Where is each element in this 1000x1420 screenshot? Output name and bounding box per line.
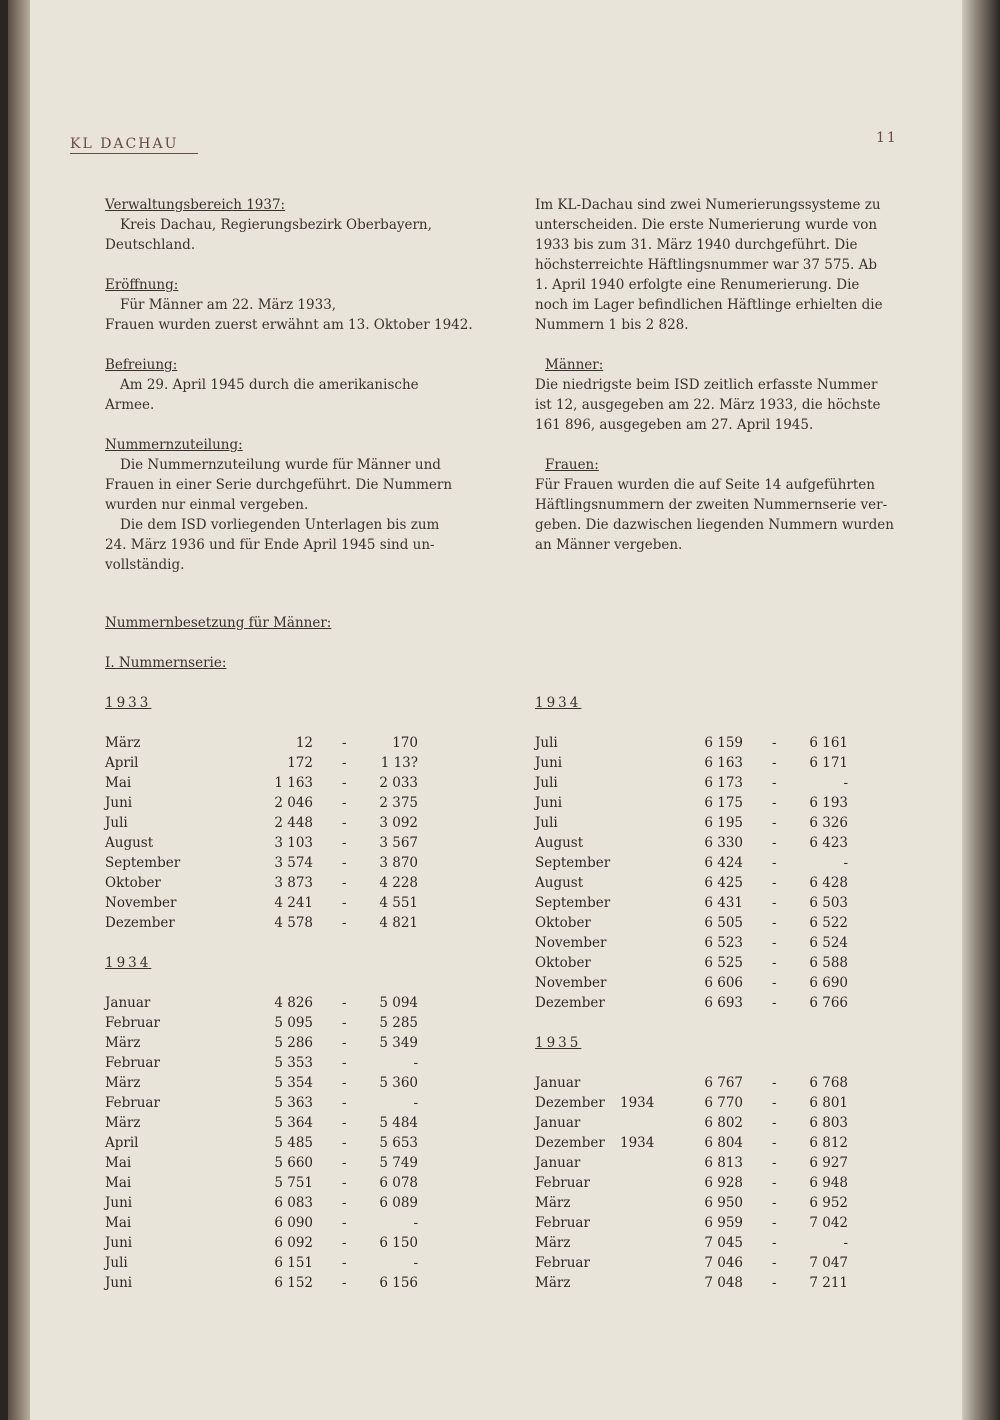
start-number: 7 045: [704, 1235, 743, 1251]
dash: -: [342, 915, 347, 931]
start-number: 6 928: [704, 1175, 743, 1191]
month: März: [535, 1195, 571, 1211]
end-number: 5 484: [379, 1115, 418, 1131]
month: Juni: [535, 755, 563, 771]
table-row: [535, 913, 848, 933]
dash: -: [772, 835, 777, 851]
month: März: [535, 1235, 571, 1251]
section-heading: Männer:: [545, 357, 604, 373]
text-line: Armee.: [105, 397, 155, 413]
text-line: 24. März 1936 und für Ende April 1945 sind un-: [105, 537, 435, 553]
table-row: [535, 1113, 848, 1133]
text-line: Für Männer am 22. März 1933,: [120, 297, 337, 313]
dash: -: [772, 1255, 777, 1271]
year-heading: 1935: [535, 1035, 582, 1051]
table-row: [105, 1273, 418, 1293]
text-line: Häftlingsnummern der zweiten Nummernserie ver-: [535, 497, 888, 513]
end-number: 7 211: [809, 1275, 848, 1291]
end-number: 4 821: [379, 915, 418, 931]
start-number: 6 804: [704, 1135, 743, 1151]
month: Mai: [105, 775, 132, 791]
text-line: Die dem ISD vorliegenden Unterlagen bis zum: [120, 517, 440, 533]
dash: -: [772, 955, 777, 971]
end-number: -: [413, 1095, 418, 1111]
section-heading: Frauen:: [545, 457, 599, 473]
end-number: 6 812: [809, 1135, 848, 1151]
start-number: 5 363: [274, 1095, 313, 1111]
year-heading: 1933: [105, 695, 152, 711]
end-number: 6 156: [379, 1275, 418, 1291]
end-number: 6 089: [379, 1195, 418, 1211]
text-line: Kreis Dachau, Regierungsbezirk Oberbayern,: [120, 217, 432, 233]
start-number: 5 354: [274, 1075, 313, 1091]
start-number: 6 813: [704, 1155, 743, 1171]
dash: -: [342, 1135, 347, 1151]
start-number: 6 505: [704, 915, 743, 931]
dash: -: [342, 1195, 347, 1211]
text-line: vollständig.: [105, 557, 185, 573]
end-number: 6 948: [809, 1175, 848, 1191]
end-number: 5 653: [379, 1135, 418, 1151]
dash: -: [772, 795, 777, 811]
end-number: 6 588: [809, 955, 848, 971]
text-line: geben. Die dazwischen liegenden Nummern wurden: [535, 517, 894, 533]
table-row: [105, 1113, 418, 1133]
start-number: 5 660: [274, 1155, 313, 1171]
table-row: [535, 1193, 848, 1213]
text-line: 1933 bis zum 31. März 1940 durchgeführt. Die: [535, 237, 858, 253]
month: Oktober: [535, 915, 591, 931]
dash: -: [772, 975, 777, 991]
month: Juni: [105, 1195, 133, 1211]
dash: -: [772, 875, 777, 891]
month: Mai: [105, 1215, 132, 1231]
month: Juli: [105, 1255, 128, 1271]
start-number: 6 092: [274, 1235, 313, 1251]
month: März: [105, 1115, 141, 1131]
table-row: [535, 973, 848, 993]
table-row: [105, 1093, 418, 1113]
month: Oktober: [105, 875, 161, 891]
month: Juli: [535, 815, 558, 831]
dash: -: [772, 1075, 777, 1091]
dash: -: [342, 1215, 347, 1231]
table-row: [535, 773, 848, 793]
start-number: 6 152: [274, 1275, 313, 1291]
dash: -: [342, 1035, 347, 1051]
year-note: 1934: [620, 1135, 655, 1151]
dash: -: [772, 735, 777, 751]
table-row: [105, 813, 418, 833]
end-number: 3 092: [379, 815, 418, 831]
page-header-title: KL DACHAU: [70, 136, 179, 152]
document-page: [8, 0, 968, 1420]
start-number: 6 802: [704, 1115, 743, 1131]
table-row: [105, 1133, 418, 1153]
dash: -: [772, 1175, 777, 1191]
start-number: 6 173: [704, 775, 743, 791]
end-number: -: [413, 1055, 418, 1071]
dash: -: [772, 1135, 777, 1151]
text-line: wurden nur einmal vergeben.: [105, 497, 309, 513]
month: Dezember: [105, 915, 175, 931]
dash: -: [342, 755, 347, 771]
start-number: 6 770: [704, 1095, 743, 1111]
text-line: Frauen in einer Serie durchgeführt. Die Nummern: [105, 477, 453, 493]
dash: -: [342, 1255, 347, 1271]
end-number: 6 803: [809, 1115, 848, 1131]
section-heading: Verwaltungsbereich 1937:: [105, 197, 286, 213]
dash: -: [342, 1075, 347, 1091]
end-number: 3 567: [379, 835, 418, 851]
table-row: [105, 1213, 418, 1233]
page-number: 11: [876, 130, 898, 146]
dash: -: [772, 895, 777, 911]
text-line: Im KL-Dachau sind zwei Numerierungssysteme zu: [535, 197, 881, 213]
end-number: 6 078: [379, 1175, 418, 1191]
dash: -: [342, 1235, 347, 1251]
year-note: 1934: [620, 1095, 655, 1111]
dash: -: [772, 995, 777, 1011]
dash: -: [342, 735, 347, 751]
table-row: [535, 993, 848, 1013]
dash: -: [772, 815, 777, 831]
month: Februar: [105, 1095, 160, 1111]
month: Juni: [535, 795, 563, 811]
table-row: [535, 873, 848, 893]
end-number: 6 171: [809, 755, 848, 771]
start-number: 3 574: [274, 855, 313, 871]
page-edge: [962, 0, 1000, 1420]
month: August: [535, 875, 584, 891]
table-row: [105, 793, 418, 813]
table-row: [535, 1173, 848, 1193]
end-number: 6 150: [379, 1235, 418, 1251]
month: März: [105, 735, 141, 751]
start-number: 6 163: [704, 755, 743, 771]
end-number: -: [843, 855, 848, 871]
dash: -: [342, 895, 347, 911]
start-number: 2 046: [274, 795, 313, 811]
start-number: 5 286: [274, 1035, 313, 1051]
start-number: 5 364: [274, 1115, 313, 1131]
month: Dezember: [535, 1135, 605, 1151]
end-number: 5 094: [379, 995, 418, 1011]
year-heading: 1934: [535, 695, 582, 711]
start-number: 6 175: [704, 795, 743, 811]
month: März: [535, 1275, 571, 1291]
dash: -: [772, 755, 777, 771]
table-row: [535, 833, 848, 853]
start-number: 6 151: [274, 1255, 313, 1271]
dash: -: [772, 1095, 777, 1111]
table-row: [105, 753, 418, 773]
dash: -: [772, 1235, 777, 1251]
start-number: 6 950: [704, 1195, 743, 1211]
table-row: [105, 873, 418, 893]
table-row: [535, 933, 848, 953]
end-number: 6 690: [809, 975, 848, 991]
month: April: [105, 755, 139, 771]
table-row: [105, 893, 418, 913]
month: Februar: [105, 1015, 160, 1031]
table-row: [535, 953, 848, 973]
dash: -: [342, 1115, 347, 1131]
month: Juni: [105, 1275, 133, 1291]
table-row: [535, 733, 848, 753]
section-heading: Nummernzuteilung:: [105, 437, 243, 453]
month: November: [535, 935, 607, 951]
start-number: 6 424: [704, 855, 743, 871]
text-line: 1. April 1940 erfolgte eine Renumerierung. Die: [535, 277, 860, 293]
text-line: an Männer vergeben.: [535, 537, 683, 553]
end-number: 6 428: [809, 875, 848, 891]
month: Februar: [105, 1055, 160, 1071]
series-title: I. Nummernserie:: [105, 655, 227, 671]
month: Januar: [105, 995, 151, 1011]
text-line: noch im Lager befindlichen Häftlinge erhielten die: [535, 297, 883, 313]
dash: -: [772, 915, 777, 931]
month: Mai: [105, 1155, 132, 1171]
month: Februar: [535, 1255, 590, 1271]
dash: -: [342, 875, 347, 891]
start-number: 6 693: [704, 995, 743, 1011]
end-number: 6 927: [809, 1155, 848, 1171]
dash: -: [342, 1155, 347, 1171]
start-number: 2 448: [274, 815, 313, 831]
table-row: [535, 1233, 848, 1253]
header-underline: [70, 153, 198, 154]
end-number: 6 801: [809, 1095, 848, 1111]
end-number: 3 870: [379, 855, 418, 871]
dash: -: [342, 1175, 347, 1191]
start-number: 5 485: [274, 1135, 313, 1151]
end-number: 5 360: [379, 1075, 418, 1091]
start-number: 6 330: [704, 835, 743, 851]
section-heading: Eröffnung:: [105, 277, 179, 293]
end-number: -: [413, 1215, 418, 1231]
start-number: 6 431: [704, 895, 743, 911]
end-number: 6 161: [809, 735, 848, 751]
end-number: 4 228: [379, 875, 418, 891]
end-number: 7 047: [809, 1255, 848, 1271]
end-number: 6 193: [809, 795, 848, 811]
start-number: 5 353: [274, 1055, 313, 1071]
start-number: 4 826: [274, 995, 313, 1011]
month: Oktober: [535, 955, 591, 971]
section-title: Nummernbesetzung für Männer:: [105, 615, 332, 631]
start-number: 4 241: [274, 895, 313, 911]
text-line: ist 12, ausgegeben am 22. März 1933, die höchste: [535, 397, 881, 413]
start-number: 6 525: [704, 955, 743, 971]
month: Januar: [535, 1155, 581, 1171]
month: März: [105, 1035, 141, 1051]
end-number: 5 349: [379, 1035, 418, 1051]
text-line: Am 29. April 1945 durch die amerikanische: [120, 377, 419, 393]
table-row: [535, 1253, 848, 1273]
month: Dezember: [535, 1095, 605, 1111]
table-row: [105, 913, 418, 933]
end-number: 7 042: [809, 1215, 848, 1231]
text-line: 161 896, ausgegeben am 27. April 1945.: [535, 417, 814, 433]
dash: -: [772, 855, 777, 871]
start-number: 7 048: [704, 1275, 743, 1291]
start-number: 6 090: [274, 1215, 313, 1231]
start-number: 3 873: [274, 875, 313, 891]
start-number: 5 095: [274, 1015, 313, 1031]
start-number: 1 163: [274, 775, 313, 791]
start-number: 6 523: [704, 935, 743, 951]
month: Mai: [105, 1175, 132, 1191]
end-number: 4 551: [379, 895, 418, 911]
end-number: 1 13?: [380, 755, 418, 771]
dash: -: [342, 815, 347, 831]
month: Januar: [535, 1115, 581, 1131]
table-row: [105, 853, 418, 873]
text-line: Die Nummernzuteilung wurde für Männer und: [120, 457, 441, 473]
end-number: 6 768: [809, 1075, 848, 1091]
end-number: 170: [392, 735, 418, 751]
month: Juni: [105, 795, 133, 811]
dash: -: [772, 1215, 777, 1231]
text-line: unterscheiden. Die erste Numerierung wurde von: [535, 217, 878, 233]
end-number: -: [413, 1255, 418, 1271]
month: November: [105, 895, 177, 911]
month: Juni: [105, 1235, 133, 1251]
table-row: [535, 813, 848, 833]
table-row: [535, 1153, 848, 1173]
text-line: Deutschland.: [105, 237, 196, 253]
table-row: [535, 1213, 848, 1233]
end-number: 6 326: [809, 815, 848, 831]
month: November: [535, 975, 607, 991]
start-number: 4 578: [274, 915, 313, 931]
dash: -: [342, 1015, 347, 1031]
start-number: 6 606: [704, 975, 743, 991]
month: August: [535, 835, 584, 851]
month: Juli: [535, 775, 558, 791]
month: Juli: [535, 735, 558, 751]
table-row: [535, 1093, 848, 1113]
table-row: [105, 1193, 418, 1213]
end-number: 2 375: [379, 795, 418, 811]
start-number: 12: [295, 735, 313, 751]
table-row: [105, 1233, 418, 1253]
end-number: -: [843, 775, 848, 791]
table-row: [535, 1273, 848, 1293]
table-row: [535, 853, 848, 873]
section-heading: Befreiung:: [105, 357, 178, 373]
year-heading: 1934: [105, 955, 152, 971]
dash: -: [342, 1055, 347, 1071]
table-row: [105, 1053, 418, 1073]
dash: -: [772, 1115, 777, 1131]
start-number: 6 959: [704, 1215, 743, 1231]
end-number: -: [843, 1235, 848, 1251]
table-row: [105, 1253, 418, 1273]
end-number: 6 522: [809, 915, 848, 931]
start-number: 6 159: [704, 735, 743, 751]
dash: -: [342, 1095, 347, 1111]
dash: -: [342, 1275, 347, 1291]
start-number: 5 751: [274, 1175, 313, 1191]
table-row: [105, 1153, 418, 1173]
month: Juli: [105, 815, 128, 831]
month: September: [105, 855, 181, 871]
dash: -: [772, 1195, 777, 1211]
end-number: 6 503: [809, 895, 848, 911]
table-row: [105, 1013, 418, 1033]
table-row: [105, 1073, 418, 1093]
start-number: 6 195: [704, 815, 743, 831]
start-number: 6 083: [274, 1195, 313, 1211]
end-number: 6 952: [809, 1195, 848, 1211]
dash: -: [342, 995, 347, 1011]
month: August: [105, 835, 154, 851]
month: April: [105, 1135, 139, 1151]
dash: -: [772, 1155, 777, 1171]
start-number: 7 046: [704, 1255, 743, 1271]
table-row: [535, 793, 848, 813]
text-line: Frauen wurden zuerst erwähnt am 13. Oktober 1942.: [105, 317, 473, 333]
text-line: Für Frauen wurden die auf Seite 14 aufgeführten: [535, 477, 875, 493]
dash: -: [342, 855, 347, 871]
end-number: 6 423: [809, 835, 848, 851]
table-row: [105, 833, 418, 853]
table-row: [105, 733, 418, 753]
table-row: [105, 1033, 418, 1053]
table-row: [535, 1073, 848, 1093]
end-number: 6 524: [809, 935, 848, 951]
dash: -: [772, 775, 777, 791]
month: Januar: [535, 1075, 581, 1091]
table-row: [535, 1133, 848, 1153]
table-row: [535, 753, 848, 773]
table-row: [105, 773, 418, 793]
month: Februar: [535, 1215, 590, 1231]
table-row: [535, 893, 848, 913]
text-line: höchsterreichte Häftlingsnummer war 37 575. Ab: [535, 257, 878, 273]
end-number: 5 285: [379, 1015, 418, 1031]
dash: -: [772, 1275, 777, 1291]
end-number: 5 749: [379, 1155, 418, 1171]
book-spine: [8, 0, 30, 1420]
table-row: [105, 1173, 418, 1193]
start-number: 172: [287, 755, 313, 771]
text-line: Die niedrigste beim ISD zeitlich erfasste Nummer: [535, 377, 878, 393]
dash: -: [772, 935, 777, 951]
month: Februar: [535, 1175, 590, 1191]
start-number: 3 103: [274, 835, 313, 851]
dash: -: [342, 775, 347, 791]
end-number: 2 033: [379, 775, 418, 791]
start-number: 6 425: [704, 875, 743, 891]
month: März: [105, 1075, 141, 1091]
month: September: [535, 855, 611, 871]
table-row: [105, 993, 418, 1013]
month: Dezember: [535, 995, 605, 1011]
dash: -: [342, 835, 347, 851]
dash: -: [342, 795, 347, 811]
text-line: Nummern 1 bis 2 828.: [535, 317, 689, 333]
start-number: 6 767: [704, 1075, 743, 1091]
end-number: 6 766: [809, 995, 848, 1011]
month: September: [535, 895, 611, 911]
